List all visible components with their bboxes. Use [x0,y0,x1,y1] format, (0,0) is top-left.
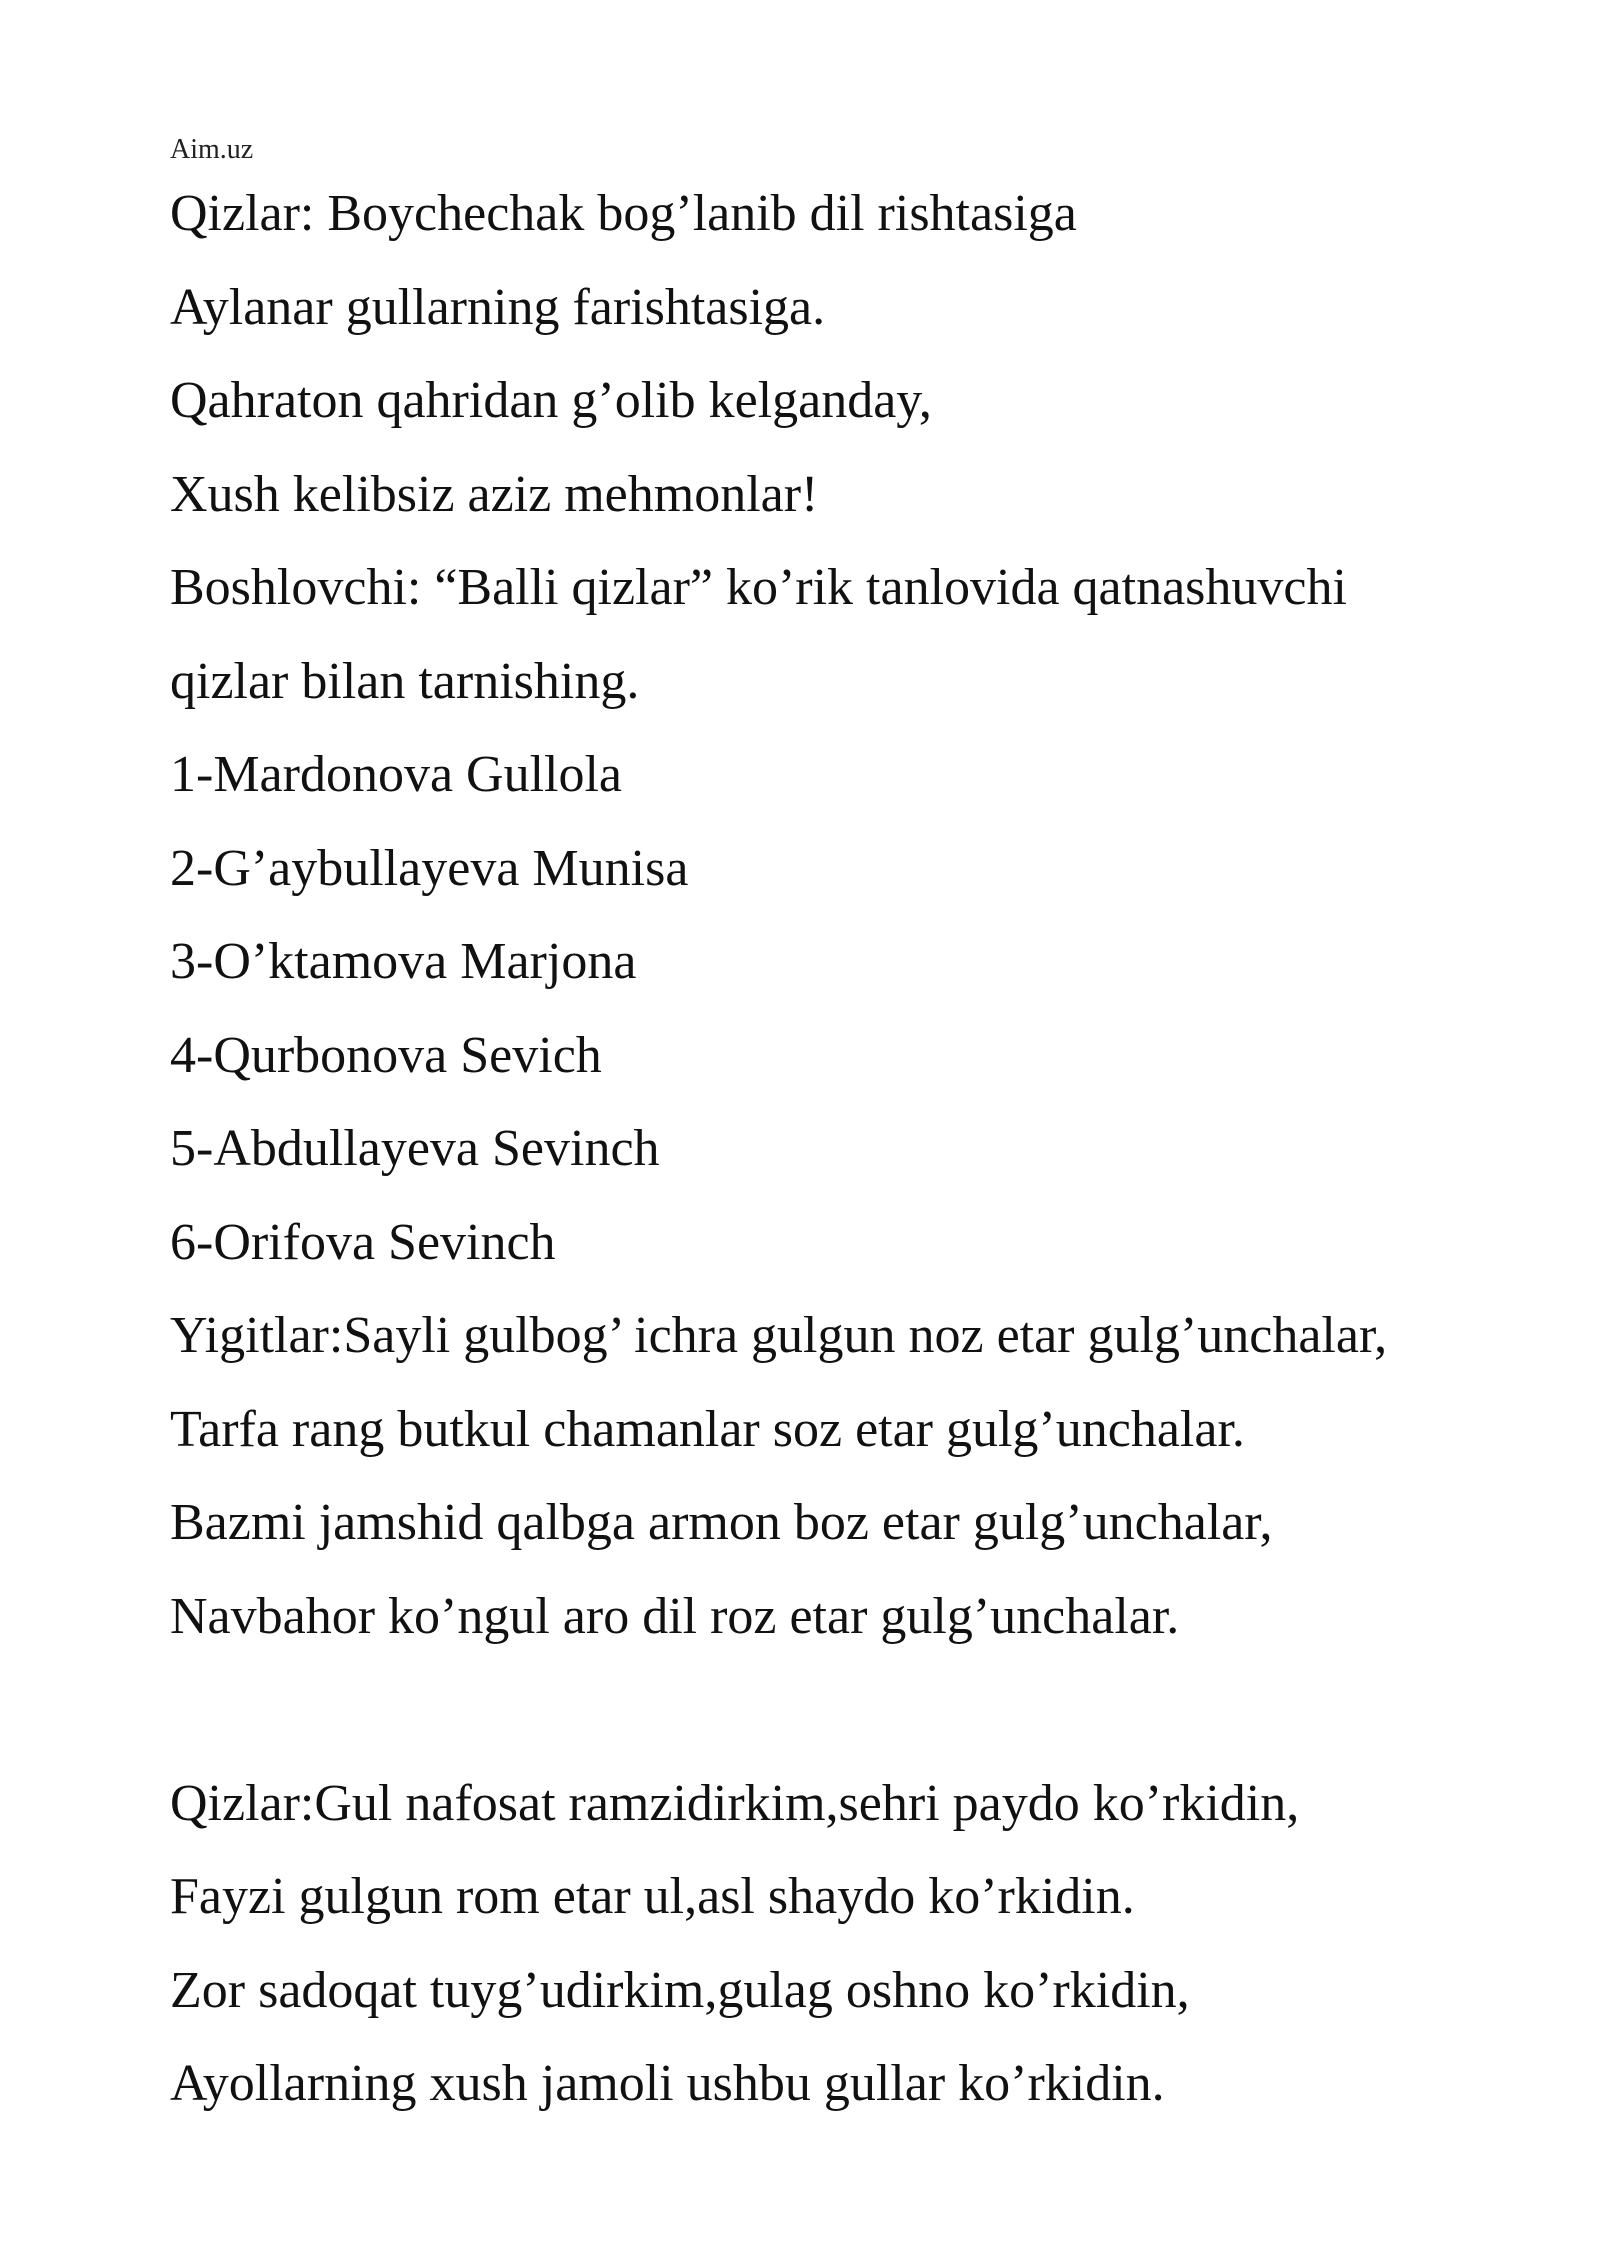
list-item: 5-Abdullayeva Sevinch [170,1120,660,1177]
text-line: Yigitlar:Sayli gulbog’ ichra gulgun noz etar gulg’unchalar, [170,1307,1388,1364]
text-line: Xush kelibsiz aziz mehmonlar! [170,465,819,523]
list-item: 3-O’ktamova Marjona [170,933,637,990]
text-line: Boshlovchi: “Balli qizlar” ko’rik tanlovida qatnashuvchi [170,559,1347,616]
boys-stanza [170,1289,1470,1663]
text-line: Ayollarning xush jamoli ushbu gullar ko’rkidin. [170,2055,1165,2112]
list-item: 6-Orifova Sevinch [170,1213,556,1271]
document-body [170,167,1470,2131]
stanza-opening [170,167,1470,541]
text-line: Tarfa rang butkul chamanlar soz etar gulg’unchalar. [170,1400,1245,1458]
participant-list [170,728,1470,1289]
text-line: Aylanar gullarning farishtasiga. [170,278,826,336]
list-item: 1-Mardonova Gullola [170,746,623,803]
text-line: Qahraton qahridan g’olib kelganday, [170,372,932,429]
list-item: 4-Qurbonova Sevich [170,1026,602,1084]
text-line: Fayzi gulgun rom etar ul,asl shaydo ko’rkidin. [170,1868,1135,1925]
text-line: Bazmi jamshid qalbga armon boz etar gulg’unchalar, [170,1494,1273,1551]
text-line: Navbahor ko’ngul aro dil roz etar gulg’unchalar. [170,1587,1180,1645]
text-line: Qizlar:Gul nafosat ramzidirkim,sehri paydo ko’rkidin, [170,1774,1300,1832]
girls-stanza [170,1757,1470,2131]
site-header: Aim.uz [170,134,254,165]
text-line: qizlar bilan tarnishing. [170,652,640,710]
stanza-gap [170,1663,1470,1757]
list-item: 2-G’aybullayeva Munisa [170,839,689,897]
text-line: Zor sadoqat tuyg’udirkim,gulag oshno ko’rkidin, [170,1961,1190,2019]
host-intro [170,541,1470,728]
text-line: Qizlar: Boychechak bog’lanib dil rishtasiga [170,185,1077,242]
